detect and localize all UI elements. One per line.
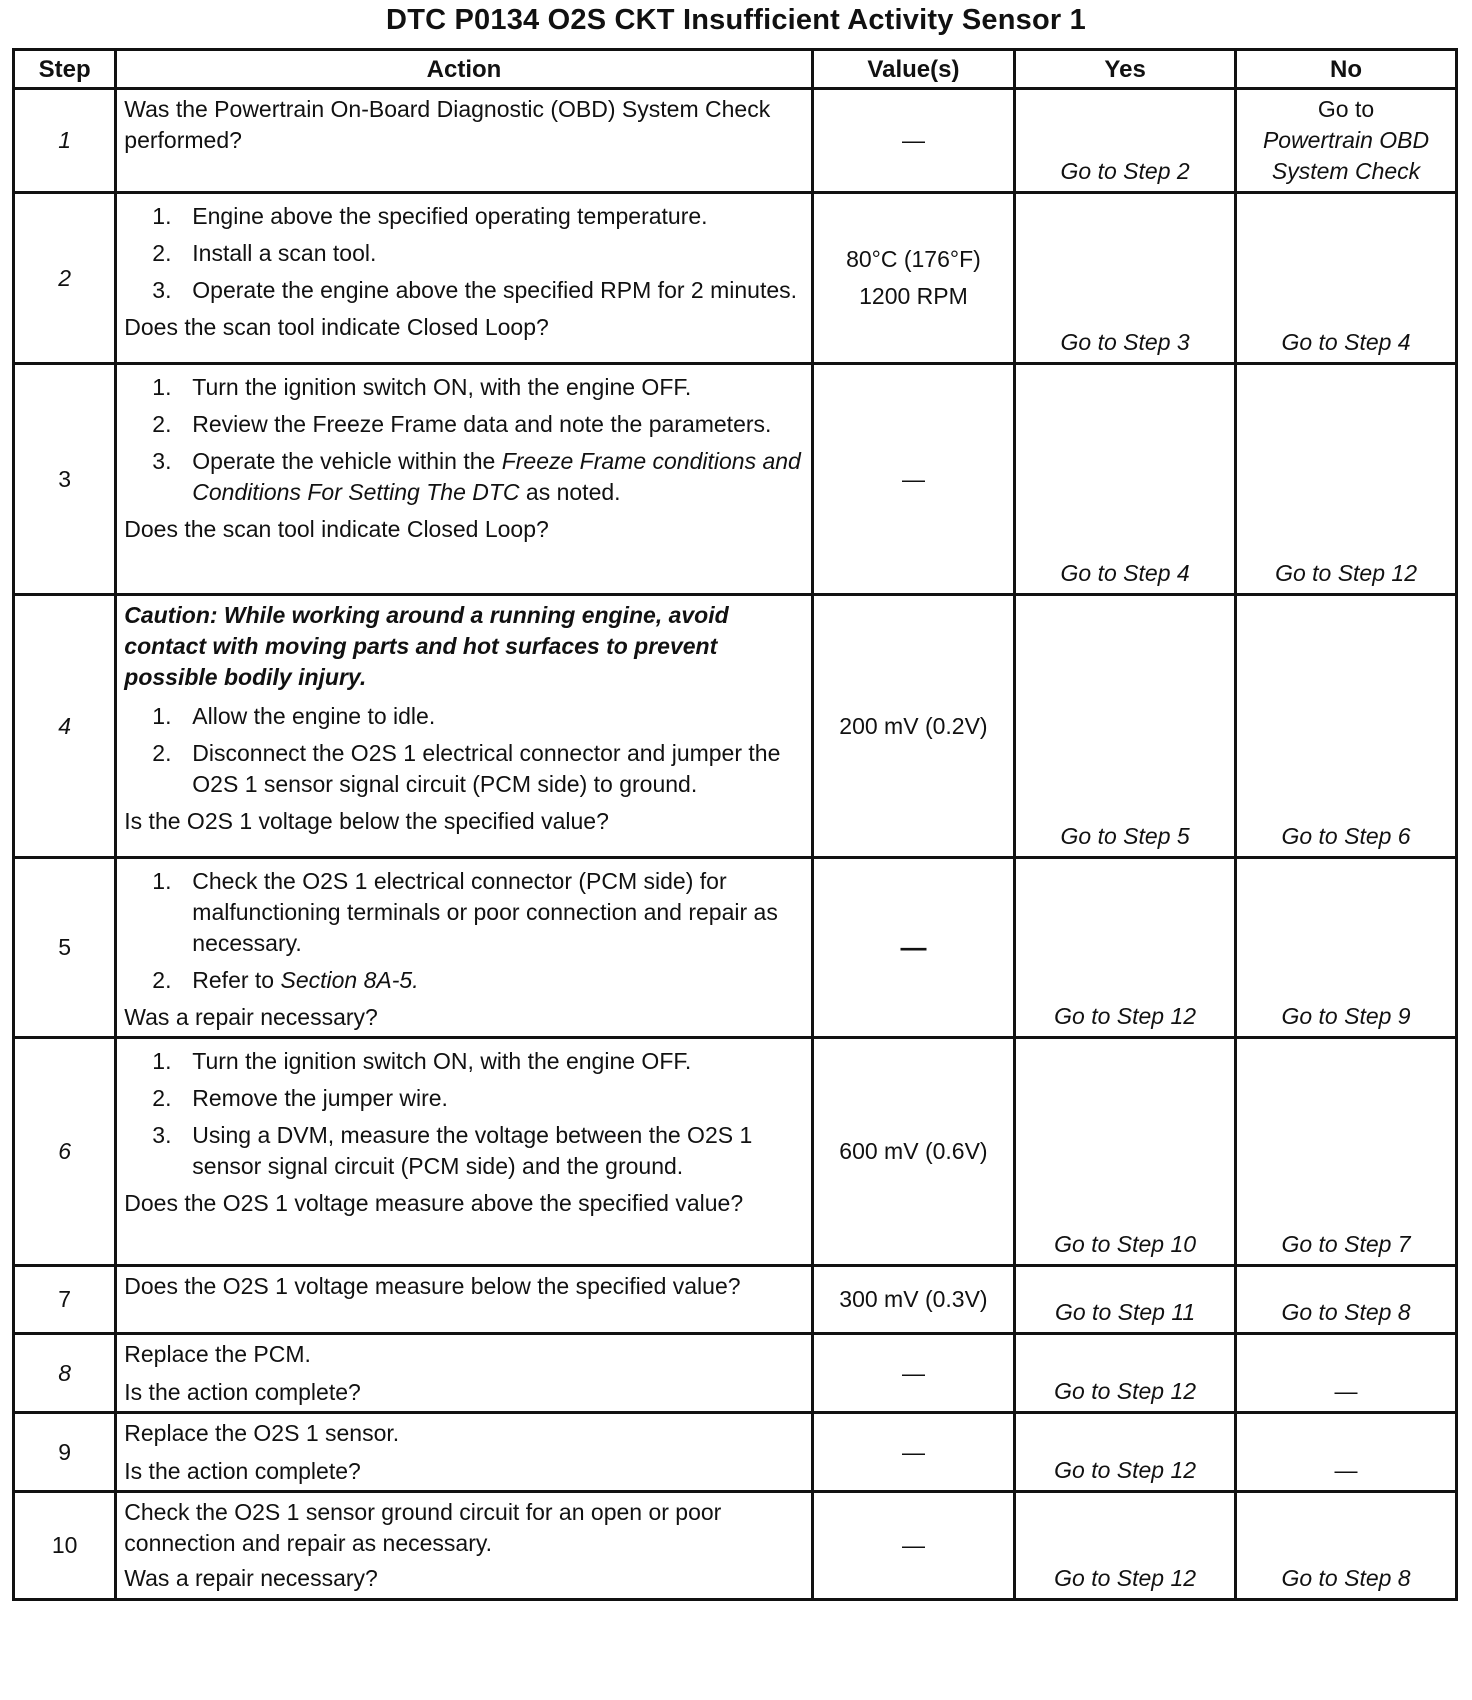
- action-instruction: Replace the PCM.: [124, 1341, 311, 1367]
- value-cell: 600 mV (0.6V): [812, 1038, 1014, 1266]
- section-reference[interactable]: Section 8A-5.: [280, 967, 419, 993]
- no-cell: [1236, 89, 1457, 193]
- list-item: 2. Remove the jumper wire.: [152, 1085, 448, 1111]
- value-cell: —: [812, 89, 1014, 193]
- list-item: 1. Allow the engine to idle.: [152, 703, 436, 729]
- step-number: 7: [14, 1266, 116, 1334]
- header-step: Step: [14, 50, 116, 89]
- value-cell: 300 mV (0.3V): [812, 1266, 1014, 1334]
- table-row: [14, 1413, 1457, 1492]
- action-question: Does the scan tool indicate Closed Loop?: [124, 516, 549, 542]
- table-row: [14, 1266, 1457, 1334]
- action-question: Was a repair necessary?: [124, 1565, 378, 1591]
- no-cell: —: [1236, 1334, 1457, 1413]
- no-cell: —: [1236, 1413, 1457, 1492]
- action-question: Was a repair necessary?: [124, 1004, 378, 1030]
- value-cell: —: [812, 1413, 1014, 1492]
- step-number: 9: [14, 1413, 116, 1492]
- action-cell: [116, 858, 812, 1038]
- table-row: [14, 89, 1457, 193]
- list-item: 3. Using a DVM, measure the voltage between the O2S 1 sensor signal circuit (PCM side) and the ground.: [152, 1122, 753, 1179]
- action-question: Does the O2S 1 voltage measure above the specified value?: [124, 1190, 744, 1216]
- list-item: 2. Refer to Section 8A-5.: [152, 967, 419, 993]
- yes-link[interactable]: Go to Step 12: [1015, 1492, 1236, 1600]
- header-values: Value(s): [812, 50, 1014, 89]
- step-number: 8: [14, 1334, 116, 1413]
- action-cell: [116, 1266, 812, 1334]
- step-number: 1: [14, 89, 116, 193]
- action-cell: [116, 595, 812, 858]
- yes-link[interactable]: Go to Step 11: [1015, 1266, 1236, 1334]
- action-question: Is the O2S 1 voltage below the specified value?: [124, 808, 609, 834]
- table-row: [14, 595, 1457, 858]
- no-link-line2[interactable]: Powertrain OBD: [1262, 127, 1430, 153]
- value-cell: 200 mV (0.2V): [812, 595, 1014, 858]
- header-yes: Yes: [1015, 50, 1236, 89]
- no-link[interactable]: Go to Step 8: [1236, 1492, 1457, 1600]
- yes-link[interactable]: Go to Step 10: [1015, 1038, 1236, 1266]
- no-link[interactable]: Go to Step 9: [1236, 858, 1457, 1038]
- value-cell: —: [812, 1334, 1014, 1413]
- action-question: Does the O2S 1 voltage measure below the specified value?: [124, 1273, 741, 1299]
- yes-link[interactable]: Go to Step 12: [1015, 858, 1236, 1038]
- list-item: 1. Turn the ignition switch ON, with the engine OFF.: [152, 374, 692, 400]
- action-cell: [116, 1038, 812, 1266]
- action-list: [124, 866, 806, 996]
- action-list: [124, 701, 806, 800]
- diagnostic-table: [12, 48, 1458, 1601]
- action-list: [124, 1046, 806, 1182]
- value-cell: —: [812, 1492, 1014, 1600]
- action-question: Does the scan tool indicate Closed Loop?: [124, 314, 549, 340]
- no-link[interactable]: Go to Step 6: [1236, 595, 1457, 858]
- page-title: DTC P0134 O2S CKT Insufficient Activity Sensor 1: [386, 4, 1086, 36]
- no-text-line1: Go to: [1317, 96, 1375, 122]
- header-action: Action: [116, 50, 812, 89]
- list-item: 3. Operate the vehicle within the Freeze Frame conditions and Conditions For Setting The DTC as noted.: [152, 448, 801, 505]
- list-item: 1. Engine above the specified operating temperature.: [152, 203, 708, 229]
- table-row: [14, 1492, 1457, 1600]
- value-rpm: 1200 RPM: [859, 283, 968, 309]
- table-row: [14, 1038, 1457, 1266]
- action-question: Is the action complete?: [124, 1379, 361, 1405]
- header-no: No: [1236, 50, 1457, 89]
- yes-link[interactable]: Go to Step 2: [1015, 89, 1236, 193]
- step-number: 2: [14, 193, 116, 364]
- action-cell: [116, 1334, 812, 1413]
- step-number: 6: [14, 1038, 116, 1266]
- action-list: [124, 372, 806, 508]
- step-number: 5: [14, 858, 116, 1038]
- action-cell: [116, 364, 812, 595]
- table-row: [14, 858, 1457, 1038]
- no-link-line3[interactable]: System Check: [1271, 158, 1421, 184]
- table-row: [14, 364, 1457, 595]
- no-link[interactable]: Go to Step 8: [1236, 1266, 1457, 1334]
- action-list: [124, 201, 806, 306]
- no-link[interactable]: Go to Step 7: [1236, 1038, 1457, 1266]
- list-item: 2. Disconnect the O2S 1 electrical connector and jumper the O2S 1 sensor signal circuit (PCM side) to ground.: [152, 740, 781, 797]
- table-header-row: [14, 50, 1457, 89]
- value-cell: —: [812, 364, 1014, 595]
- action-cell: [116, 1492, 812, 1600]
- no-link[interactable]: Go to Step 4: [1236, 193, 1457, 364]
- value-cell: [812, 193, 1014, 364]
- list-item: 3. Operate the engine above the specified RPM for 2 minutes.: [152, 277, 798, 303]
- caution-note: Caution: While working around a running engine, avoid contact with moving parts and hot surfaces to prevent possible bodily injury.: [124, 602, 729, 690]
- action-instruction: Check the O2S 1 sensor ground circuit for an open or poor connection and repair as necessary.: [124, 1499, 722, 1556]
- table-row: [14, 1334, 1457, 1413]
- yes-link[interactable]: Go to Step 12: [1015, 1413, 1236, 1492]
- list-item: 1. Check the O2S 1 electrical connector (PCM side) for malfunctioning terminals or poor connection and repair as necessary.: [152, 868, 778, 956]
- action-cell: [116, 1413, 812, 1492]
- no-link[interactable]: Go to Step 12: [1236, 364, 1457, 595]
- list-item: 1. Turn the ignition switch ON, with the engine OFF.: [152, 1048, 692, 1074]
- action-cell: [116, 89, 812, 193]
- action-question: Was the Powertrain On-Board Diagnostic (OBD) System Check performed?: [124, 96, 771, 153]
- action-cell: [116, 193, 812, 364]
- value-cell: —: [812, 858, 1014, 1038]
- table-row: [14, 193, 1457, 364]
- yes-link[interactable]: Go to Step 3: [1015, 193, 1236, 364]
- yes-link[interactable]: Go to Step 4: [1015, 364, 1236, 595]
- action-question: Is the action complete?: [124, 1458, 361, 1484]
- list-item: 2. Review the Freeze Frame data and note the parameters.: [152, 411, 772, 437]
- step-number: 4: [14, 595, 116, 858]
- yes-link[interactable]: Go to Step 5: [1015, 595, 1236, 858]
- list-item: 2. Install a scan tool.: [152, 240, 377, 266]
- freeze-frame-reference: Freeze Frame conditions and Conditions For Setting The DTC: [192, 448, 801, 505]
- action-instruction: Replace the O2S 1 sensor.: [124, 1420, 400, 1446]
- yes-link[interactable]: Go to Step 12: [1015, 1334, 1236, 1413]
- step-number: 10: [14, 1492, 116, 1600]
- value-temperature: 80°C (176°F): [846, 246, 981, 272]
- step-number: 3: [14, 364, 116, 595]
